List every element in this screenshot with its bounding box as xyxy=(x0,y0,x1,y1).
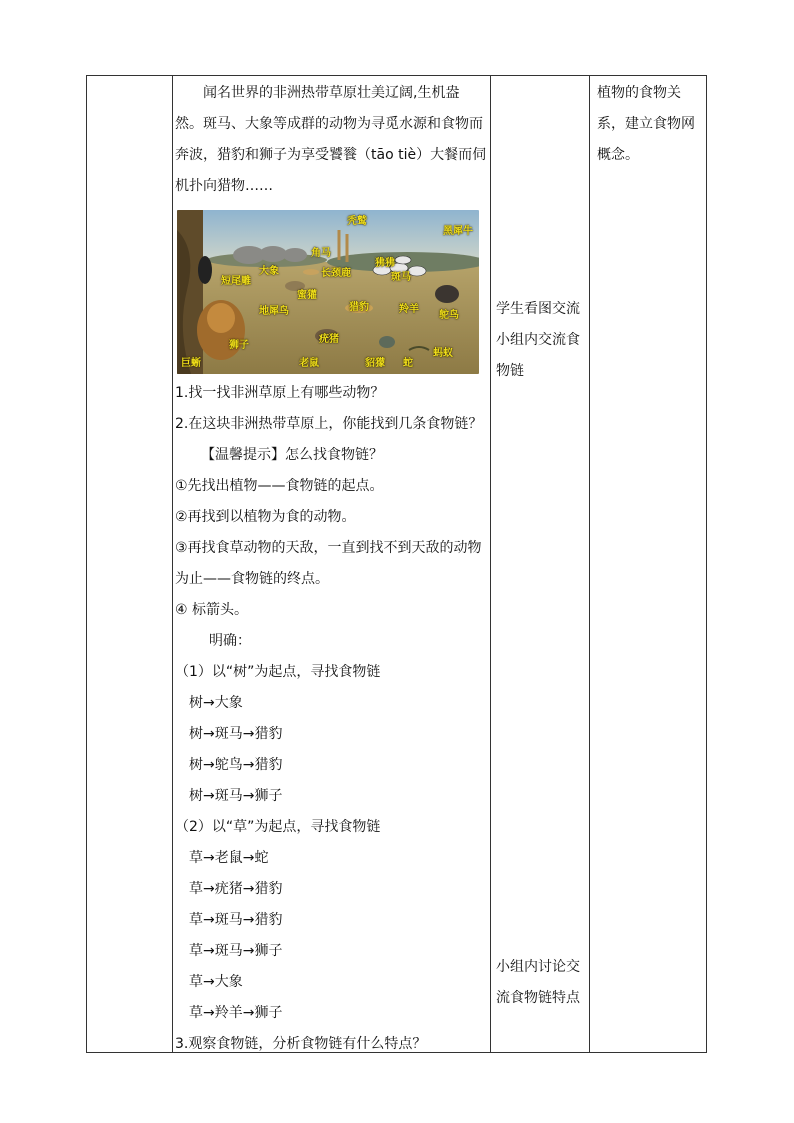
food-chain: 草→大象 xyxy=(189,974,243,990)
food-chain: 树→斑马→狮子 xyxy=(189,788,283,804)
group-1-title: （1）以“树”为起点，寻找食物链 xyxy=(175,664,381,680)
label-baboon: 狒狒 xyxy=(375,258,395,269)
question-3: 3.观察食物链，分析食物链有什么特点？ xyxy=(175,1036,427,1052)
label-eagle: 短尾雕 xyxy=(221,276,251,287)
teaching-content-cell xyxy=(173,76,489,1060)
label-hornbill: 地犀鸟 xyxy=(259,306,289,317)
label-zebra: 斑马 xyxy=(391,272,411,283)
tip-step-1: ①先找出植物——食物链的起点。 xyxy=(175,478,384,494)
column-divider xyxy=(589,76,590,1052)
label-ant: 蚂蚁 xyxy=(433,348,453,359)
label-snake: 蛇 xyxy=(403,358,413,369)
label-honey-badger: 蜜獾 xyxy=(297,290,317,301)
question-2: 2.在这块非洲热带草原上，你能找到几条食物链？ xyxy=(175,416,483,432)
label-ostrich: 鸵鸟 xyxy=(439,310,459,321)
label-gazelle: 羚羊 xyxy=(399,304,419,315)
label-lion: 狮子 xyxy=(229,340,249,351)
food-chain: 草→老鼠→蛇 xyxy=(189,850,269,866)
food-chain: 草→斑马→狮子 xyxy=(189,943,283,959)
label-mouse: 老鼠 xyxy=(299,358,319,369)
clarify-label: 明确： xyxy=(209,633,251,649)
label-black-rhino: 黑犀牛 xyxy=(443,226,473,237)
food-chain: 树→大象 xyxy=(189,695,243,711)
design-intent-text: 植物的食物关系，建立食物网概念。 xyxy=(597,85,695,163)
intro-paragraph: 闻名世界的非洲热带草原壮美辽阔,生机盎然。斑马、大象等成群的动物为寻觅水源和食物而奔波，猎豹和狮子为享受饕餮（tāo tiè）大餐而伺机扑向猎物…… xyxy=(175,85,487,194)
label-antelope: 角马 xyxy=(311,248,331,259)
student-activity-1: 学生看图交流小组内交流食物链 xyxy=(496,301,580,379)
label-giraffe: 长颈鹿 xyxy=(321,268,351,279)
group-2-title: （2）以“草”为起点，寻找食物链 xyxy=(175,819,381,835)
student-activity-2: 小组内讨论交流食物链特点 xyxy=(496,959,580,1006)
food-chain: 树→鸵鸟→猎豹 xyxy=(189,757,283,773)
label-vulture: 秃鹫 xyxy=(347,216,367,227)
food-chain: 树→斑马→猎豹 xyxy=(189,726,283,742)
tip-title: 【温馨提示】怎么找食物链？ xyxy=(201,447,383,463)
label-elephant: 大象 xyxy=(259,266,279,277)
tip-step-4: ④ 标箭头。 xyxy=(175,602,249,618)
tip-step-2: ②再找到以植物为食的动物。 xyxy=(175,509,356,525)
savanna-food-web-image xyxy=(177,210,479,374)
lesson-table xyxy=(86,75,707,1053)
question-1: 1.找一找非洲草原上有哪些动物？ xyxy=(175,385,385,401)
label-monitor-lizard: 巨蜥 xyxy=(181,358,201,369)
label-warthog: 疣猪 xyxy=(319,334,339,345)
food-chain: 草→羚羊→狮子 xyxy=(189,1005,283,1021)
label-cheetah: 猎豹 xyxy=(349,302,369,313)
food-chain: 草→疣猪→猎豹 xyxy=(189,881,283,897)
food-chain: 草→斑马→猎豹 xyxy=(189,912,283,928)
column-divider xyxy=(490,76,491,1052)
label-meerkat: 貂獴 xyxy=(365,358,385,369)
tip-step-3: ③再找食草动物的天敌，一直到找不到天敌的动物为止——食物链的终点。 xyxy=(175,540,482,587)
